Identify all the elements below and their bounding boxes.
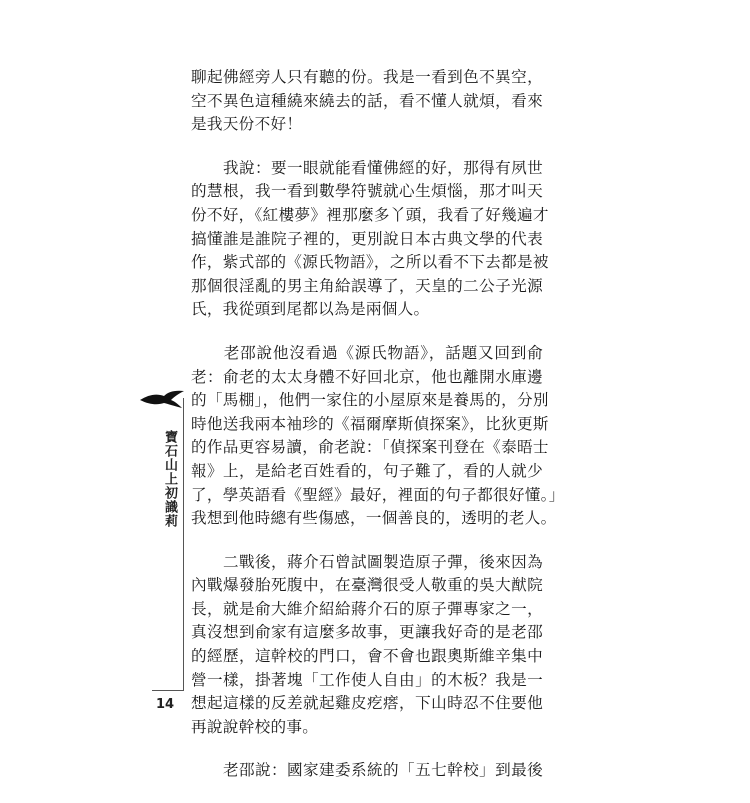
body-text [191,66,565,803]
page-number-rule [152,690,184,691]
text-line: 的作品更容易讀，俞老說：「偵探案刊登在《泰晤士 [191,438,549,457]
text-line: 內戰爆發胎死腹中，在臺灣很受人敬重的吳大猷院 [191,576,543,595]
page-number: 14 [156,697,175,712]
text-line: 的「馬棚」，他們一家住的小屋原來是養馬的，分別 [191,391,549,410]
text-line: 長，就是俞大維介紹給蔣介石的原子彈專家之一， [191,599,543,618]
paragraph [191,551,543,740]
running-title: 寶石山上初識莉 [162,430,177,528]
paragraph [191,759,543,783]
bird-icon [138,388,186,410]
text-line: 的經歷，這幹校的門口，會不會也跟奧斯維辛集中 [191,647,543,666]
text-line: 我說：要一眼就能看懂佛經的好，那得有夙世 [191,158,543,177]
text-line: 想起這樣的反差就起雞皮疙瘩，下山時忍不住要他 [191,694,543,713]
paragraph [191,157,549,322]
text-line: 時他送我兩本袖珍的《福爾摩斯偵探案》，比狄更斯 [191,414,549,433]
text-line: 老邵說：國家建委系統的「五七幹校」到最後 [191,761,543,780]
margin-rule [183,398,184,690]
text-line: 氏，我從頭到尾都以為是兩個人。 [191,300,430,319]
text-line: 聊起佛經旁人只有聽的份。我是一看到色不異空， [191,68,543,86]
paragraph [191,342,565,531]
text-line: 了，學英語看《聖經》最好，裡面的句子都很好懂。」 [191,485,565,504]
text-line: 份不好，《紅樓夢》裡那麼多丫頭，我看了好幾遍才 [191,205,549,224]
text-line: 作，紫式部的《源氏物語》，之所以看不下去都是被 [191,253,549,272]
text-line: 我想到他時總有些傷感，一個善良的，透明的老人。 [191,509,557,528]
text-line: 是我天份不好！ [191,115,303,134]
paragraph [191,66,543,137]
text-line: 搞懂誰是誰院子裡的，更別說日本古典文學的代表 [191,229,543,248]
text-line: 二戰後，蔣介石曾試圖製造原子彈，後來因為 [191,552,543,571]
text-line: 那個很淫亂的男主角給誤導了，天皇的二公子光源 [191,276,543,295]
text-line: 老：俞老的太太身體不好回北京，他也離開水庫邊 [191,367,543,386]
text-line: 的慧根，我一看到數學符號就心生煩惱，那才叫天 [191,182,543,201]
text-line: 老邵說他沒看過《源氏物語》，話題又回到俞 [191,343,543,362]
text-line: 空不異色這種繞來繞去的話，看不懂人就煩，看來 [191,91,543,110]
text-line: 再說說幹校的事。 [191,717,319,736]
text-line: 報》上，是給老百姓看的，句子難了，看的人就少 [191,461,543,480]
text-line: 營一樣，掛著塊「工作使人自由」的木板？我是一 [191,670,543,689]
text-line: 真沒想到俞家有這麼多故事，更讓我好奇的是老邵 [191,623,543,642]
